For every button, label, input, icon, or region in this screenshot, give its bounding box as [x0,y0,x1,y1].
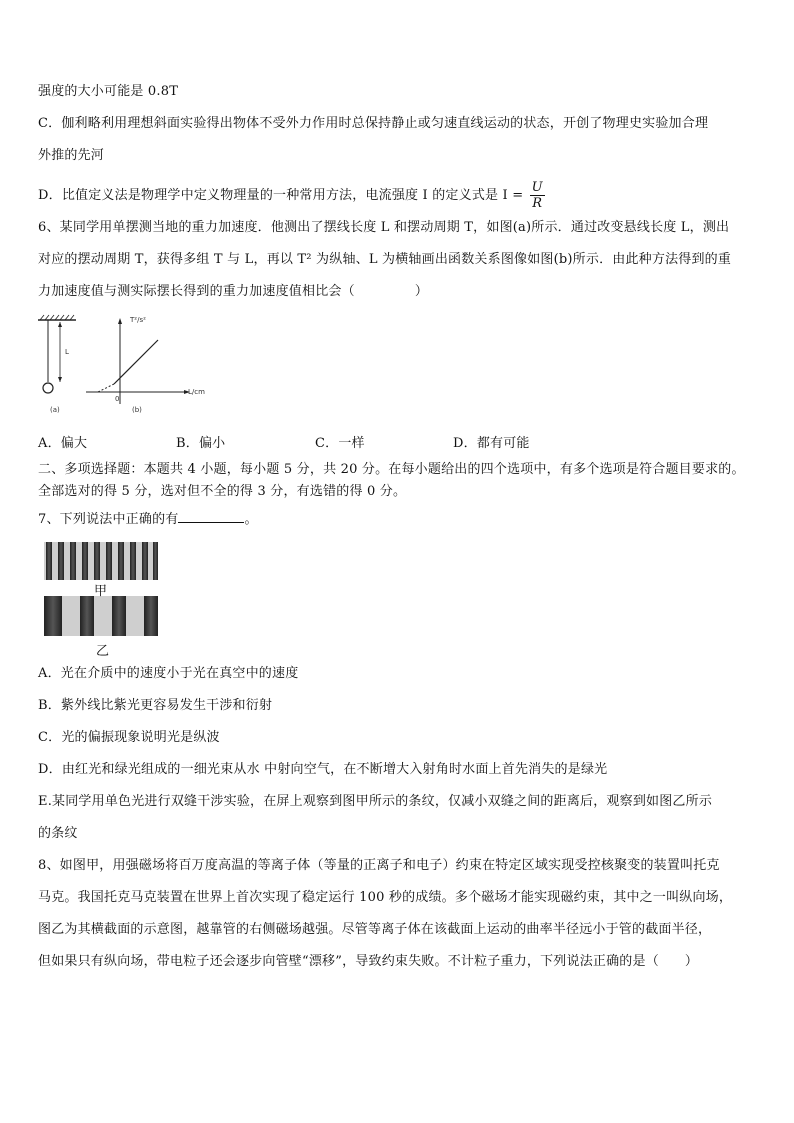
pendulum-figure [38,312,238,422]
option-a: A．偏大 [38,436,88,451]
option-b: B．偏小 [176,436,226,451]
y-axis-label: T²/s² [130,316,146,324]
paren-close: ） [414,284,429,299]
question-text: 但如果只有纵向场，带电粒子还会逐步向管壁“漂移”，导致约束失败。不计粒子重力，下列说法正确的是（ [38,954,659,969]
definition-text: D．比值定义法是物理学中定义物理量的一种常用方法，电流强度 I 的定义式是 I = [38,188,524,203]
option-b: B．紫外线比紫光更容易发生干涉和衍射 [38,698,273,713]
question-6-line: 对应的摆动周期 T，获得多组 T 与 L，再以 T² 为纵轴、L 为横轴画出函数关系图像如图(b)所示．由此种方法得到的重 [38,252,732,267]
question-text: 力加速度值与测实际摆长得到的重力加速度值相比会（ [38,284,355,299]
text-line: 外推的先河 [38,148,105,163]
section-header: 全部选对的得 5 分，选对但不全的得 3 分，有选错的得 0 分。 [38,484,407,499]
fringe-figure [44,540,160,652]
figure-jia-label: 甲 [94,584,108,599]
option-a: A．光在介质中的速度小于光在真空中的速度 [38,666,299,681]
definition-line [38,180,545,211]
option-d: D．由红光和绿光组成的一细光束从水 中射向空气，在不断增大入射角时水面上首先消失的是绿光 [38,762,608,777]
length-label: L [65,348,69,356]
question-6-options [38,436,738,452]
formula-fraction [530,180,545,211]
option-c: C．光的偏振现象说明光是纵波 [38,730,220,745]
question-6-line [38,284,428,300]
answer-blank [178,510,244,523]
figure-a-label: (a) [50,406,60,414]
question-text: 7、下列说法中正确的有 [38,512,179,527]
origin-label: 0 [115,395,120,403]
option-d: D．都有可能 [453,436,530,451]
text-line: C．伽利略利用理想斜面实验得出物体不受外力作用时总保持静止或匀速直线运动的状态，开创了物理史实验加合理 [38,116,709,131]
fraction-denominator: R [532,196,543,211]
option-c: C．一样 [315,436,365,451]
option-e: E.某同学用单色光进行双缝干涉实验，在屏上观察到图甲所示的条纹，仅减小双缝之间的距离后，观察到如图乙所示 [38,794,713,809]
text-line: 强度的大小可能是 0.8T [38,84,179,99]
question-8-line: 8、如图甲，用强磁场将百万度高温的等离子体（等量的正离子和电子）约束在特定区域实现受控核聚变的装置叫托克 [38,858,720,873]
fraction-numerator: U [531,180,543,195]
option-e-continued: 的条纹 [38,826,78,841]
paren-close: ） [684,954,699,969]
question-6-line: 6、某同学用单摆测当地的重力加速度．他测出了摆线长度 L 和摆动周期 T，如图(a)所示．通过改变悬线长度 L，测出 [38,220,730,235]
question-7-line [38,510,258,528]
x-axis-label: L/cm [188,388,205,396]
question-8-line [38,954,698,970]
question-8-line: 图乙为其横截面的示意图，越靠管的右侧磁场越强。尽管等离子体在该截面上运动的曲率半径远小于管的截面半径， [38,922,712,937]
section-header: 二、多项选择题：本题共 4 小题，每小题 5 分，共 20 分。在每小题给出的四个选项中，有多个选项是符合题目要求的。 [38,462,745,477]
figure-yi-label: 乙 [96,644,110,659]
question-8-line: 马克。我国托克马克装置在世界上首次实现了稳定运行 100 秒的成绩。多个磁场才能实现磁约束，其中之一叫纵向场， [38,890,733,905]
question-end: 。 [244,512,258,527]
figure-b-label: (b) [132,406,142,414]
